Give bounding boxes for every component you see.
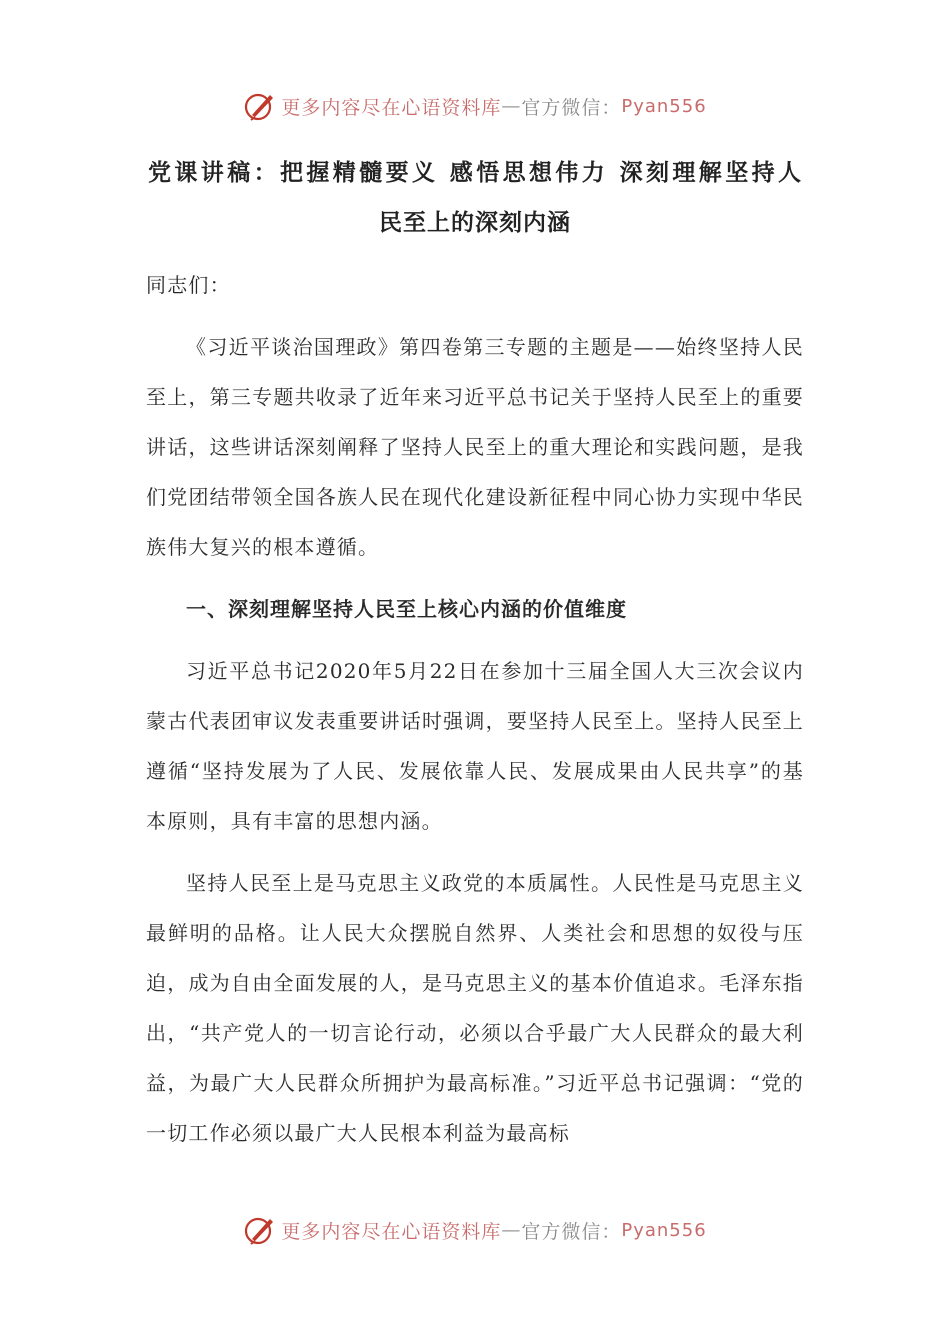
banner-wechat-id: Pyan556	[621, 95, 707, 117]
banner-label: 官方微信：	[521, 1220, 622, 1243]
title-line-1: 党课讲稿：把握精髓要义 感悟思想伟力 深刻理解坚持人	[148, 160, 802, 186]
header-banner	[0, 84, 950, 128]
banner-dash: —	[501, 95, 522, 117]
section-heading-1: 一、深刻理解坚持人民至上核心内涵的价值维度	[186, 597, 627, 621]
banner-dash: —	[501, 1219, 522, 1241]
quill-logo-icon	[243, 89, 277, 123]
title-line-2: 民至上的深刻内涵	[379, 210, 571, 236]
banner-label: 官方微信：	[521, 96, 622, 119]
banner-main-text: 更多内容尽在心语资料库	[281, 1220, 502, 1243]
footer-banner	[0, 1208, 950, 1252]
paragraph-1: 《习近平谈治国理政》第四卷第三专题的主题是——始终坚持人民至上，第三专题共收录了近年来习近平总书记关于坚持人民至上的重要讲话，这些讲话深刻阐释了坚持人民至上的重大理论和实践问题，是我们党团结带领全国各族人民在现代化建设新征程中同心协力实现中华民族伟大复兴的根本遵循。	[146, 335, 804, 559]
salutation: 同志们：	[146, 273, 231, 297]
document-body	[146, 260, 804, 1170]
paragraph-3: 坚持人民至上是马克思主义政党的本质属性。人民性是马克思主义最鲜明的品格。让人民大众摆脱自然界、人类社会和思想的奴役与压迫，成为自由全面发展的人，是马克思主义的基本价值追求。毛泽东指出，“共产党人的一切言论行动，必须以合乎最广大人民群众的最大利益，为最广大人民群众所拥护为最高标准。”习近平总书记强调：“党的一切工作必须以最广大人民根本利益为最高标	[146, 871, 804, 1145]
paragraph-2: 习近平总书记2020年5月22日在参加十三届全国人大三次会议内蒙古代表团审议发表重要讲话时强调，要坚持人民至上。坚持人民至上遵循“坚持发展为了人民、发展依靠人民、发展成果由人民共享”的基本原则，具有丰富的思想内涵。	[146, 659, 804, 833]
quill-logo-icon	[243, 1213, 277, 1247]
banner-wechat-id: Pyan556	[621, 1219, 707, 1241]
banner-main-text: 更多内容尽在心语资料库	[281, 96, 502, 119]
document-title	[148, 148, 802, 248]
